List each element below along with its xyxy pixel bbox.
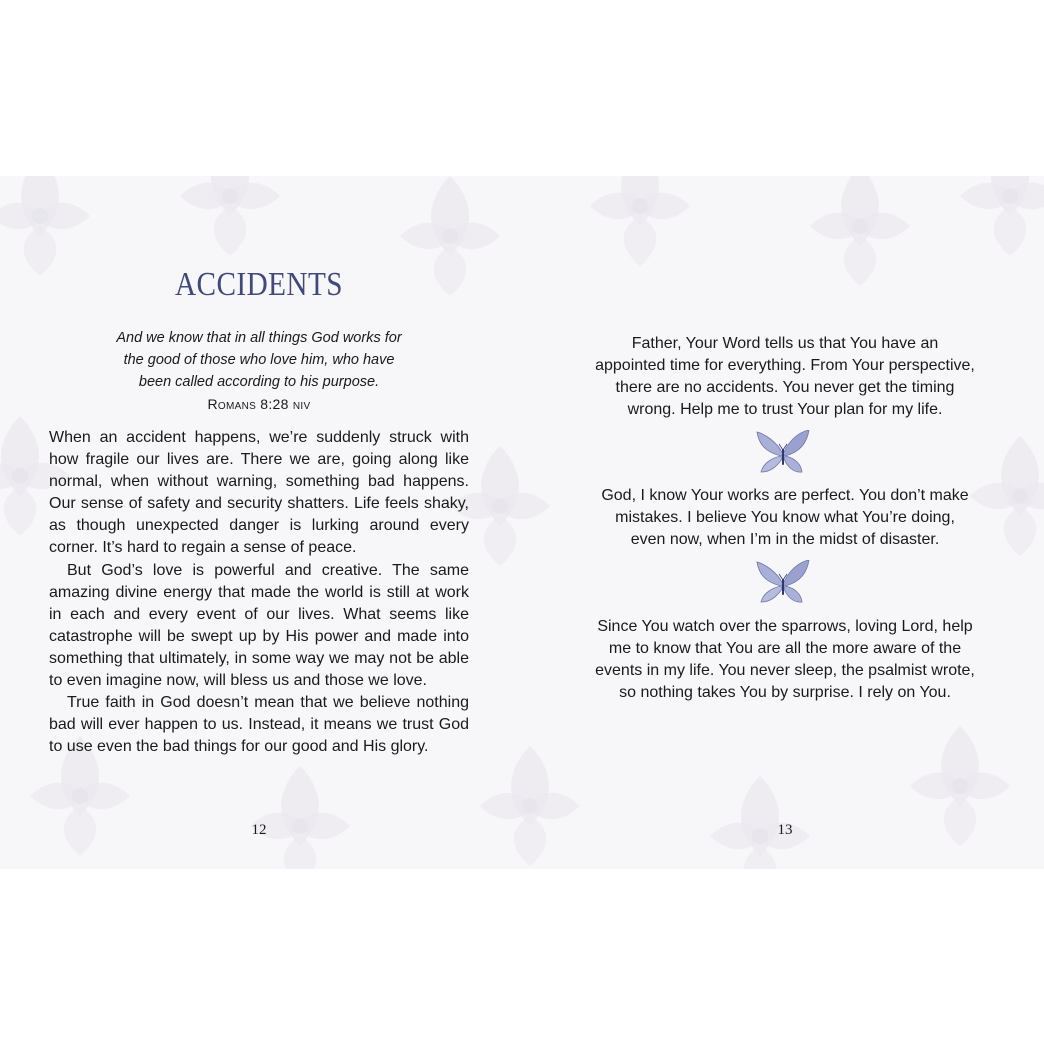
prayer-line: mistakes. I believe You know what You’re doing,: [615, 509, 955, 527]
epigraph-line: And we know that in all things God works for: [116, 330, 402, 346]
epigraph-reference: Romans 8:28 niv: [207, 396, 311, 412]
chapter-title: ACCIDENTS: [175, 266, 343, 303]
prayer-line: events in my life. You never sleep, the psalmist wrote,: [595, 662, 975, 680]
devotional-body: [49, 427, 469, 758]
prayer-line: appointed time for everything. From Your perspective,: [595, 357, 975, 375]
prayer-line: so nothing takes You by surprise. I rely on You.: [619, 684, 951, 702]
right-page: [522, 176, 1044, 869]
butterfly-icon: [755, 430, 811, 476]
body-paragraph: True faith in God doesn’t mean that we believe nothing bad will ever happen to us. Instead, it means we trust God to use even the bad things for our good and His glory.: [49, 694, 469, 756]
prayer-line: God, I know Your works are perfect. You don’t make: [601, 487, 969, 504]
body-paragraph: But God’s love is powerful and creative. The same amazing divine energy that made the world is still at work in each and every event of our lives. What seems like catastrophe will be swept up by His power and made into something that ultimately, in some way we may not be able to even imagine now, will bless us and those we love.: [49, 561, 469, 690]
prayer-paragraph: [562, 333, 1008, 421]
butterfly-icon: [755, 560, 811, 606]
prayer-line: Father, Your Word tells us that You have an: [631, 335, 939, 352]
page-number-right: 13: [777, 822, 793, 838]
left-page: [0, 176, 522, 869]
prayer-paragraph: [562, 616, 1008, 704]
prayer-line: there are no accidents. You never get the timing: [615, 379, 955, 397]
epigraph-line: been called according to his purpose.: [138, 374, 380, 390]
page-number-left: 12: [251, 822, 267, 838]
body-paragraph: When an accident happens, we’re suddenly struck with how fragile our lives are. There we are, going along like normal, when without warning, something bad happens. Our sense of safety and security shatters. Life feels shaky, as though unexpected danger is lurking around every corner. It’s hard to regain a sense of peace.: [49, 429, 469, 557]
prayer-paragraph: [562, 485, 1008, 551]
epigraph-verse: [60, 327, 458, 415]
prayer-line: Since You watch over the sparrows, loving Lord, help: [597, 618, 973, 635]
book-spread: [0, 176, 1044, 869]
prayer-line: wrong. Help me to trust Your plan for my life.: [627, 401, 943, 419]
prayer-line: even now, when I’m in the midst of disaster.: [630, 531, 940, 549]
prayer-line: me to know that You are all the more aware of the: [608, 640, 962, 658]
epigraph-line: the good of those who love him, who have: [123, 352, 395, 368]
